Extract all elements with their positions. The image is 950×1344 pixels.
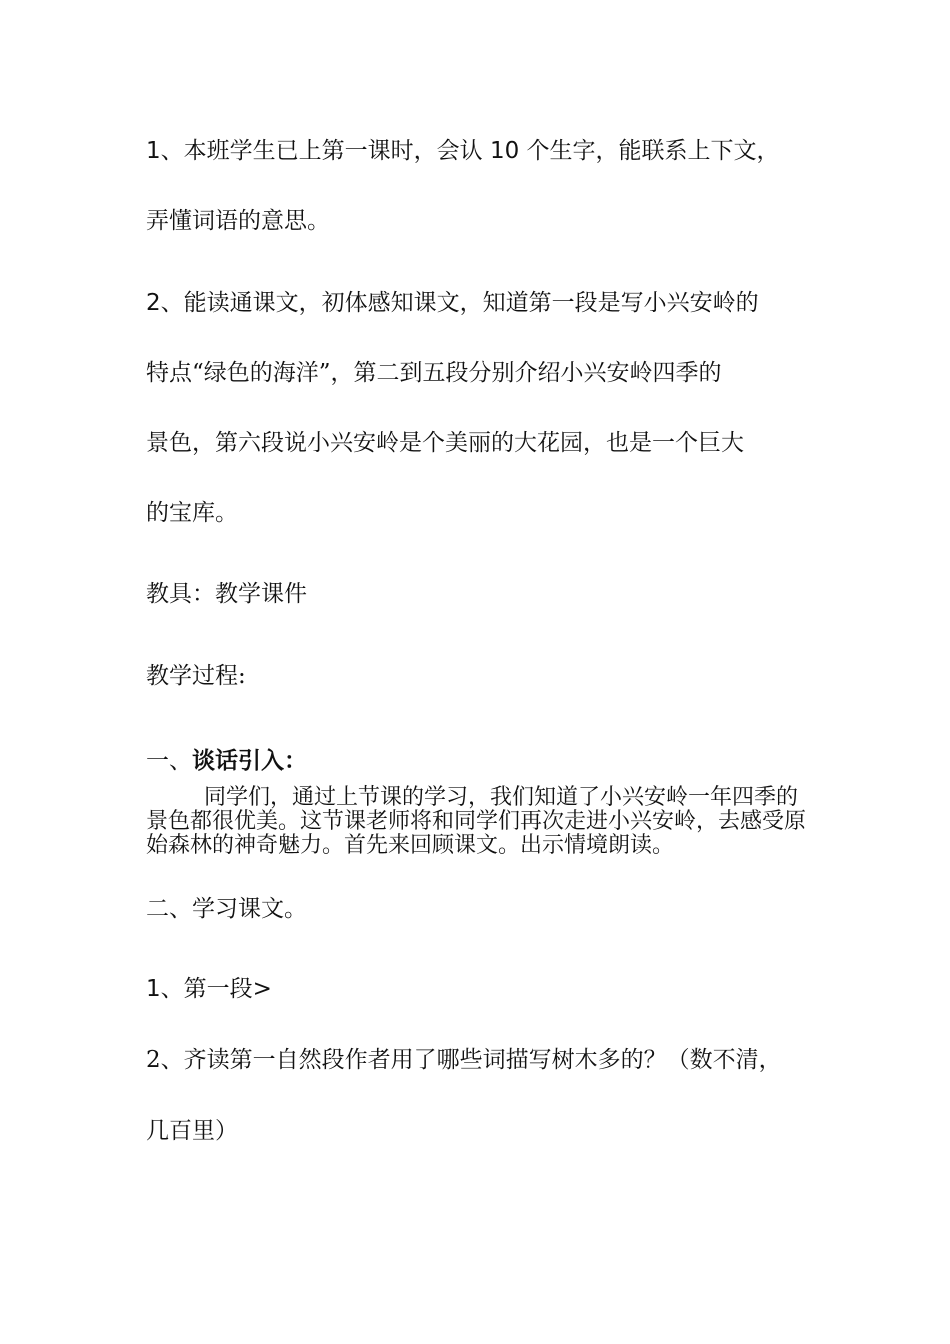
step-2-number: 2 bbox=[146, 1047, 161, 1073]
objective-1-text: 、本班学生已上第一课时，会认 bbox=[160, 138, 490, 164]
objective-1-line-1 bbox=[146, 136, 826, 166]
objective-1-number: 1 bbox=[146, 138, 161, 164]
objective-2-line-2: 特点“绿色的海洋”，第二到五段分别介绍小兴安岭四季的 bbox=[146, 360, 722, 386]
objective-2-number: 2 bbox=[146, 290, 161, 316]
character-count: 10 bbox=[489, 138, 520, 164]
objective-2-line-3: 景色，第六段说小兴安岭是个美丽的大花园，也是一个巨大 bbox=[146, 430, 744, 456]
section-1-prefix: 一、 bbox=[146, 748, 192, 774]
objective-1-text-end: 个生字，能联系上下文， bbox=[519, 138, 780, 164]
step-2-line-2: 几百里） bbox=[146, 1118, 238, 1144]
step-2-line-1 bbox=[146, 1045, 826, 1075]
step-1 bbox=[146, 974, 826, 1004]
step-1-number: 1 bbox=[146, 976, 161, 1002]
objective-2-text: 、能读通课文，初体感知课文，知道第一段是写小兴安岭的 bbox=[160, 290, 759, 316]
objective-2-line-1 bbox=[146, 288, 826, 318]
teaching-tools: 教具：教学课件 bbox=[146, 581, 307, 607]
step-2-text: 、齐读第一自然段作者用了哪些词描写树木多的？（数不清， bbox=[160, 1047, 782, 1073]
teaching-process-heading: 教学过程: bbox=[146, 663, 246, 689]
objective-2-line-4: 的宝库。 bbox=[146, 500, 238, 526]
section-1-paragraph: 同学们，通过上节课的学习，我们知道了小兴安岭一年四季的景色都很优美。这节课老师将和同学们再次走进小兴安岭，去感受原始森林的神奇魅力。首先来回顾课文。出示情境朗读。 bbox=[146, 785, 807, 858]
section-1-heading bbox=[146, 746, 826, 776]
section-2-heading: 二、学习课文。 bbox=[146, 896, 307, 922]
step-1-text: 、第一段> bbox=[160, 976, 272, 1002]
objective-1-line-2: 弄懂词语的意思。 bbox=[146, 208, 330, 234]
section-1-title: 谈话引入： bbox=[192, 747, 307, 774]
